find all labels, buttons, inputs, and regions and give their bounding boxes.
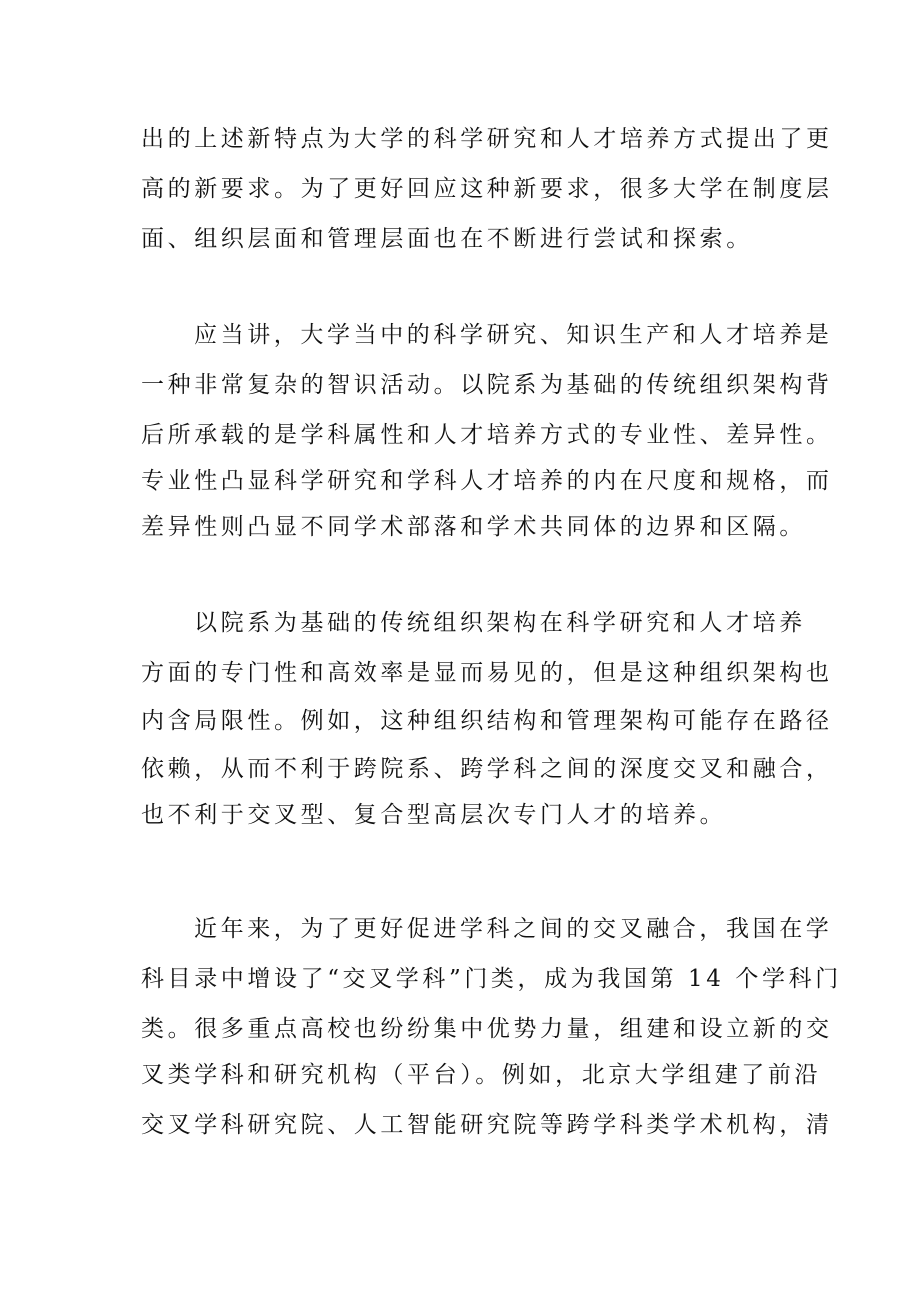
text-line: 方面的专门性和高效率是显而易见的，但是这种组织架构也 bbox=[141, 660, 833, 686]
text-line: 应当讲，大学当中的科学研究、知识生产和人才培养是 bbox=[194, 322, 833, 348]
text-line: 出的上述新特点为大学的科学研究和人才培养方式提出了更 bbox=[141, 126, 833, 152]
text-line: 科目录中增设了“交叉学科”门类，成为我国第 14 个学科门 bbox=[141, 966, 842, 992]
text-line: 近年来，为了更好促进学科之间的交叉融合，我国在学 bbox=[194, 916, 833, 942]
text-line: 类。很多重点高校也纷纷集中优势力量，组建和设立新的交 bbox=[141, 1016, 833, 1042]
text-line: 也不利于交叉型、复合型高层次专门人才的培养。 bbox=[141, 802, 727, 828]
text-line: 内含局限性。例如，这种组织结构和管理架构可能存在路径 bbox=[141, 708, 833, 734]
text-line: 后所承载的是学科属性和人才培养方式的专业性、差异性。 bbox=[141, 422, 833, 448]
text-line: 一种非常复杂的智识活动。以院系为基础的传统组织架构背 bbox=[141, 372, 833, 398]
text-line: 以院系为基础的传统组织架构在科学研究和人才培养 bbox=[194, 610, 806, 636]
text-line: 叉类学科和研究机构（平台）。例如，北京大学组建了前沿 bbox=[141, 1062, 822, 1088]
text-line: 专业性凸显科学研究和学科人才培养的内在尺度和规格，而 bbox=[141, 468, 833, 494]
text-line: 面、组织层面和管理层面也在不断进行尝试和探索。 bbox=[141, 226, 753, 252]
text-line: 依赖，从而不利于跨院系、跨学科之间的深度交叉和融合， bbox=[141, 756, 833, 782]
text-line: 差异性则凸显不同学术部落和学术共同体的边界和区隔。 bbox=[141, 514, 806, 540]
text-line: 交叉学科研究院、人工智能研究院等跨学科类学术机构，清 bbox=[141, 1112, 833, 1138]
text-line: 高的新要求。为了更好回应这种新要求，很多大学在制度层 bbox=[141, 176, 833, 202]
